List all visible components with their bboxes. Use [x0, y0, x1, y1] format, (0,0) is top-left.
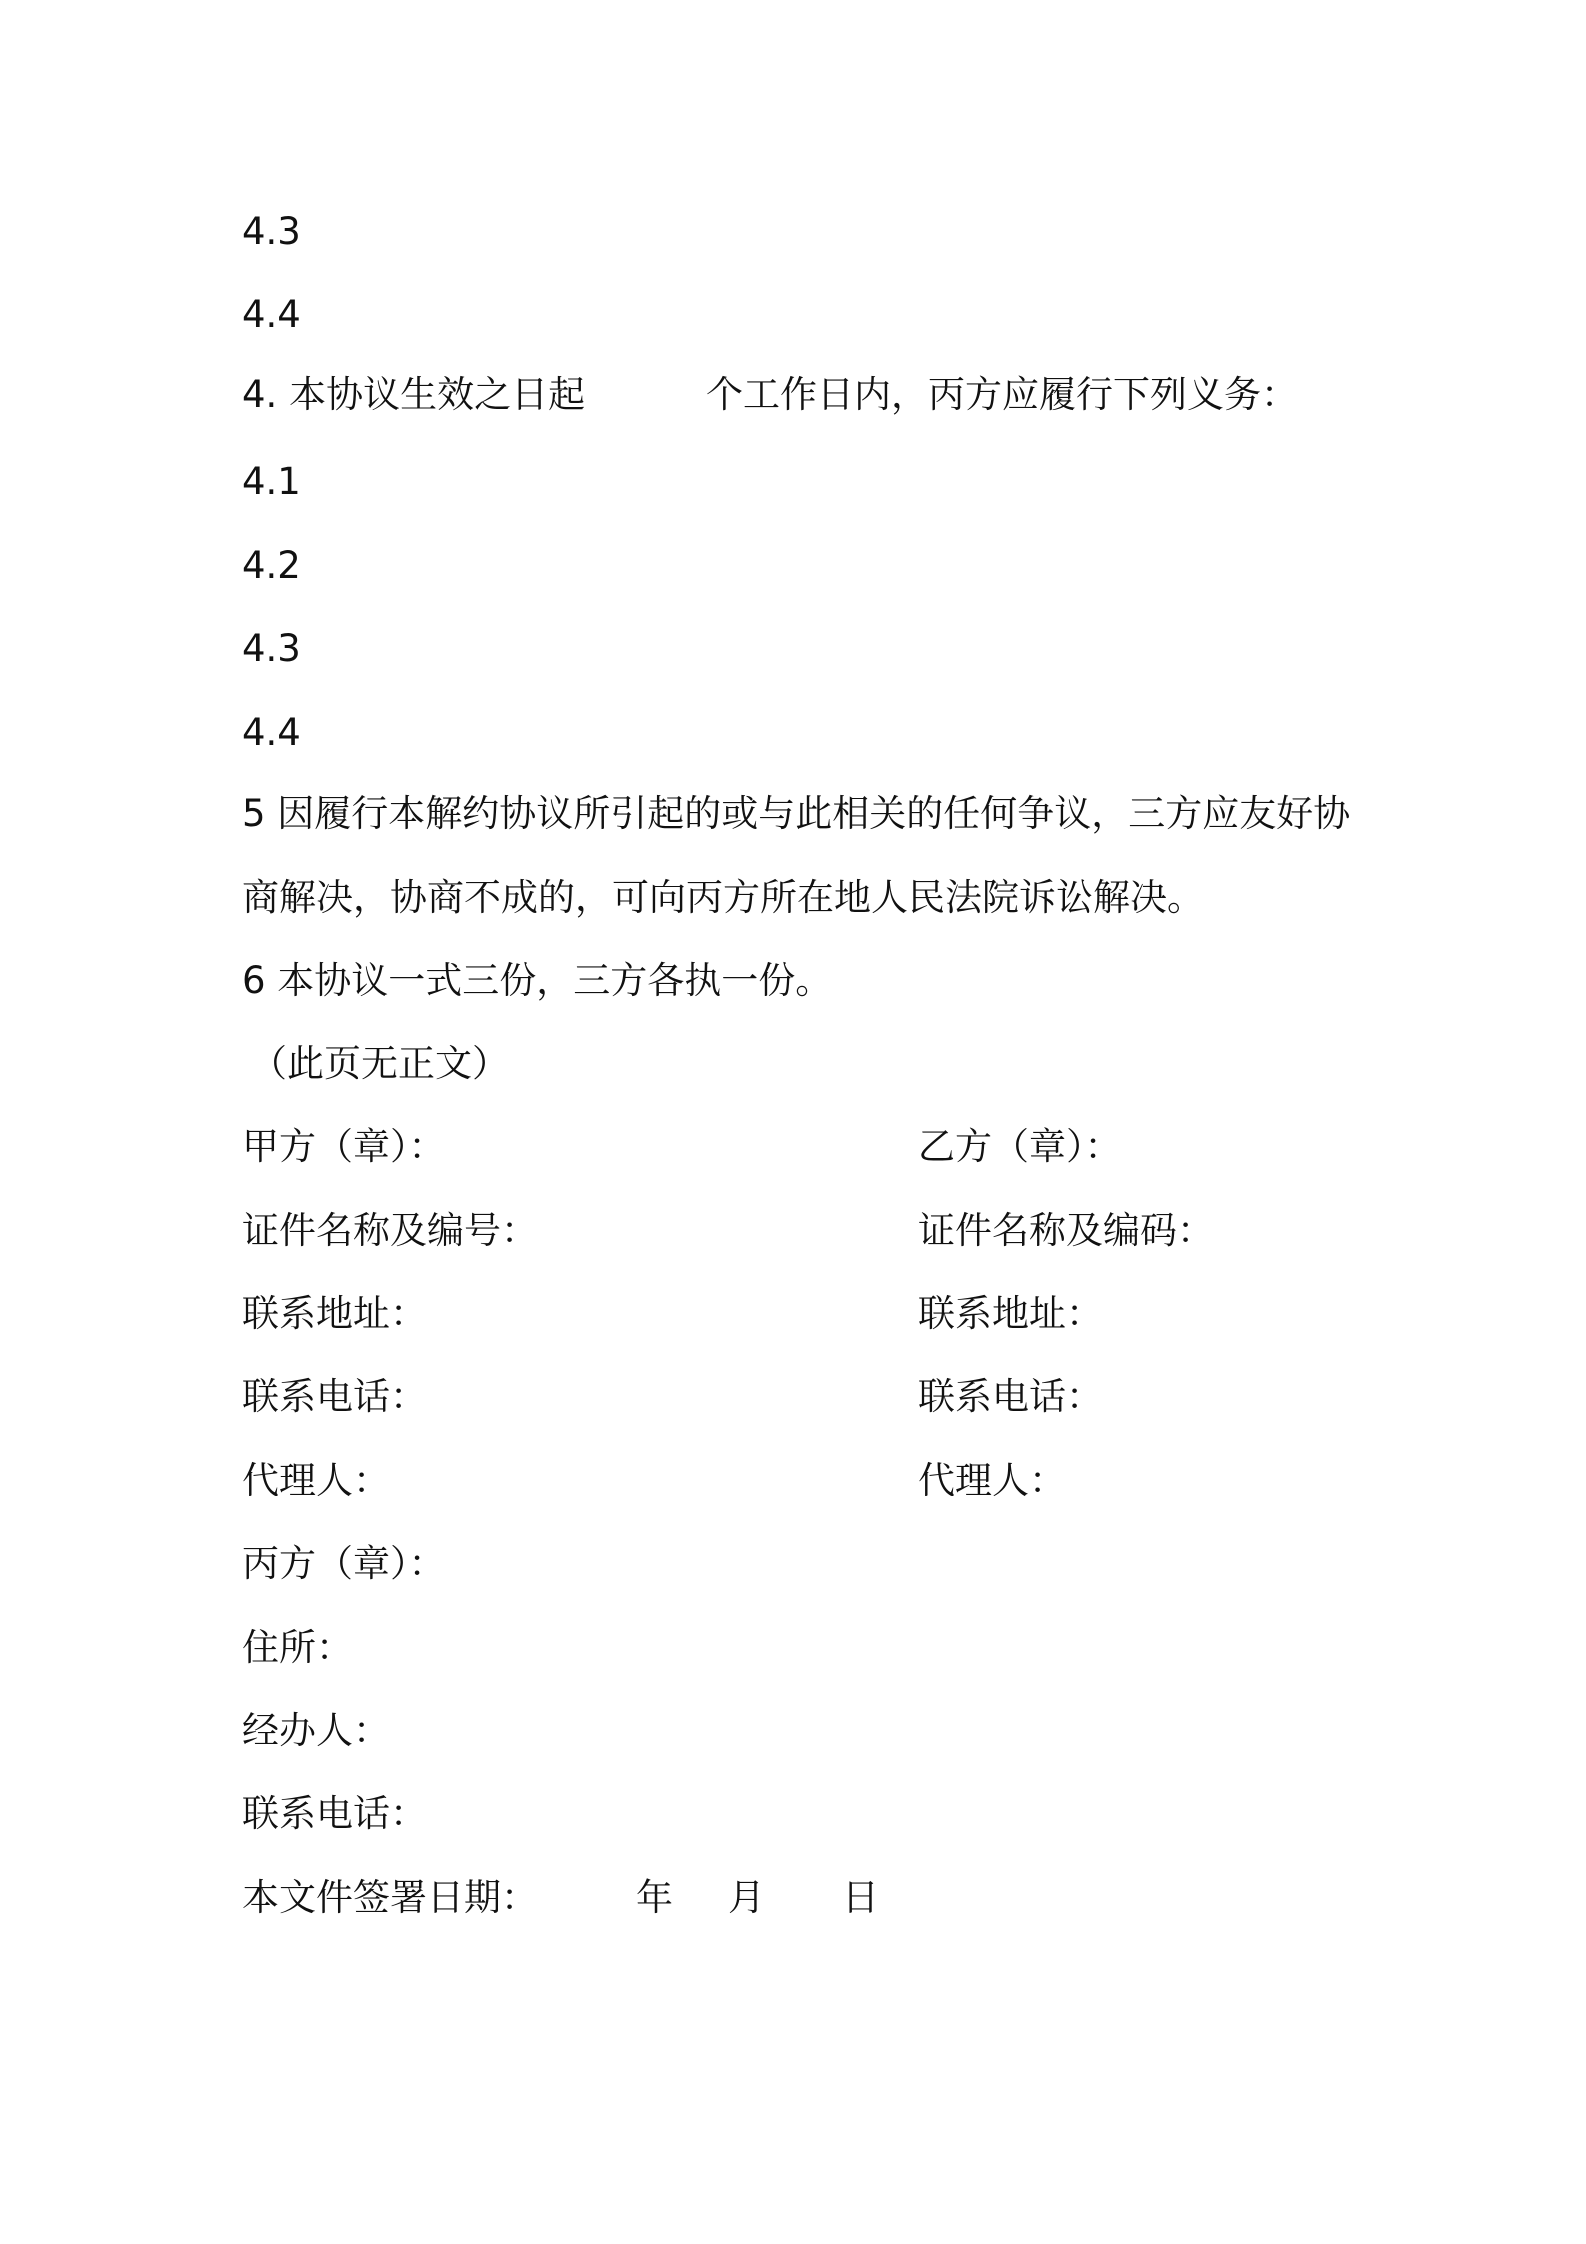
- clause-5-line-1: 5 因履行本解约协议所引起的或与此相关的任何争议，三方应友好协: [242, 792, 1351, 835]
- party-c-seal-label: 丙方（章）：: [242, 1542, 446, 1585]
- party-c-handler-label: 经办人：: [242, 1709, 390, 1752]
- signing-date-month: 月: [728, 1876, 765, 1919]
- party-c-phone-label: 联系电话：: [242, 1792, 427, 1835]
- item-4-4: 4.4: [242, 711, 301, 754]
- clause-4-suffix: 个工作日内，丙方应履行下列义务：: [706, 373, 1298, 416]
- item-4-1: 4.1: [242, 460, 301, 503]
- item-4-2: 4.2: [242, 544, 301, 587]
- clause-4-prefix: 4. 本协议生效之日起: [242, 373, 586, 416]
- signing-date-label: 本文件签署日期：: [242, 1876, 538, 1919]
- no-text-note: （此页无正文）: [250, 1042, 509, 1085]
- party-b-seal-label: 乙方（章）：: [918, 1125, 1122, 1168]
- party-b-id-label: 证件名称及编码：: [918, 1209, 1214, 1252]
- party-c-residence-label: 住所：: [242, 1626, 353, 1669]
- party-b-agent-label: 代理人：: [918, 1459, 1066, 1502]
- party-a-agent-label: 代理人：: [242, 1459, 390, 1502]
- item-4-3: 4.3: [242, 627, 301, 670]
- item-4-3-top: 4.3: [242, 210, 301, 253]
- party-a-address-label: 联系地址：: [242, 1292, 427, 1335]
- clause-5-line-2: 商解决，协商不成的，可向丙方所在地人民法院诉讼解决。: [242, 876, 1204, 919]
- party-b-phone-label: 联系电话：: [918, 1375, 1103, 1418]
- signing-date-day: 日: [842, 1876, 879, 1919]
- signing-date-year: 年: [636, 1876, 673, 1919]
- item-4-4-top: 4.4: [242, 293, 301, 336]
- party-a-id-label: 证件名称及编号：: [242, 1209, 538, 1252]
- party-a-phone-label: 联系电话：: [242, 1375, 427, 1418]
- party-b-address-label: 联系地址：: [918, 1292, 1103, 1335]
- clause-6: 6 本协议一式三份，三方各执一份。: [242, 959, 833, 1002]
- party-a-seal-label: 甲方（章）：: [242, 1125, 446, 1168]
